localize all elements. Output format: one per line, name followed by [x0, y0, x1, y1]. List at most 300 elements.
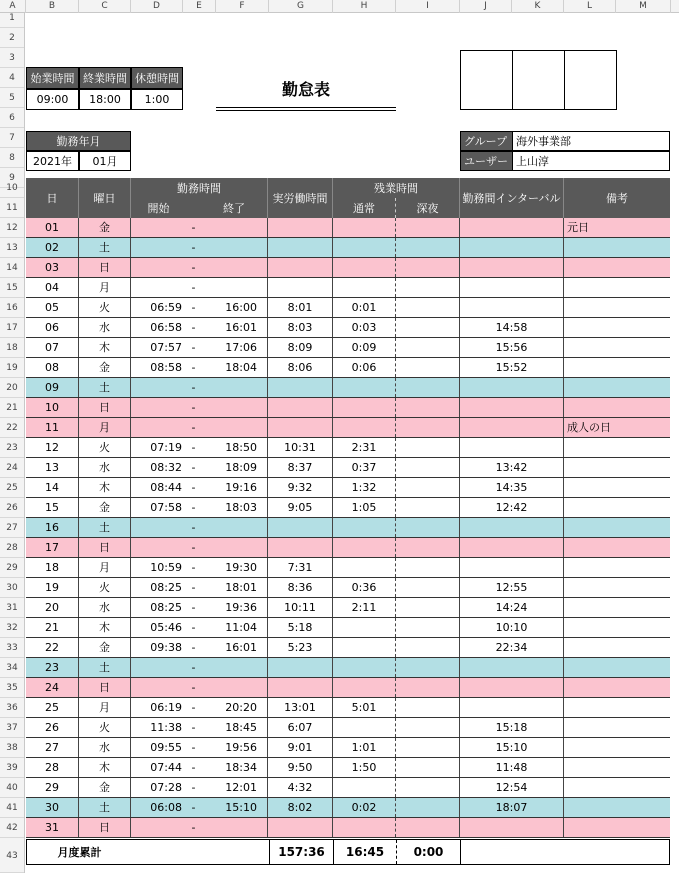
day-cell[interactable]: 16 [26, 518, 79, 537]
night-ot-cell[interactable] [396, 678, 460, 697]
end-cell[interactable]: 17:06 [201, 338, 268, 357]
row-number[interactable]: 23 [0, 438, 24, 458]
day-cell[interactable]: 10 [26, 398, 79, 417]
night-ot-cell[interactable] [396, 518, 460, 537]
interval-cell[interactable]: 12:55 [460, 578, 564, 597]
row-number[interactable]: 27 [0, 518, 24, 538]
weekday-cell[interactable]: 土 [79, 658, 131, 677]
actual-cell[interactable]: 8:03 [268, 318, 333, 337]
separator-cell[interactable]: - [191, 741, 196, 754]
column-header-b[interactable]: B [26, 0, 79, 13]
night-ot-cell[interactable] [396, 538, 460, 557]
end-cell[interactable]: 11:04 [201, 618, 268, 637]
weekday-cell[interactable]: 金 [79, 358, 131, 377]
row-number[interactable]: 26 [0, 498, 24, 518]
remarks-cell[interactable] [564, 578, 670, 597]
column-header-h[interactable]: H [333, 0, 396, 13]
actual-cell[interactable]: 8:01 [268, 298, 333, 317]
interval-cell[interactable]: 10:10 [460, 618, 564, 637]
day-cell[interactable]: 28 [26, 758, 79, 777]
row-number[interactable]: 39 [0, 758, 24, 778]
remarks-cell[interactable] [564, 458, 670, 477]
end-cell[interactable] [201, 678, 268, 697]
end-cell[interactable]: 18:09 [201, 458, 268, 477]
interval-cell[interactable]: 12:42 [460, 498, 564, 517]
row-number[interactable]: 14 [0, 258, 24, 278]
remarks-cell[interactable] [564, 798, 670, 817]
row-number[interactable]: 40 [0, 778, 24, 798]
row-number[interactable]: 28 [0, 538, 24, 558]
weekday-cell[interactable]: 水 [79, 458, 131, 477]
remarks-cell[interactable] [564, 398, 670, 417]
end-cell[interactable]: 18:50 [201, 438, 268, 457]
normal-ot-cell[interactable]: 1:01 [333, 738, 396, 757]
interval-cell[interactable]: 13:42 [460, 458, 564, 477]
weekday-cell[interactable]: 土 [79, 518, 131, 537]
row-number[interactable]: 6 [0, 108, 24, 128]
end-cell[interactable]: 16:01 [201, 638, 268, 657]
actual-cell[interactable]: 5:23 [268, 638, 333, 657]
row-number[interactable]: 18 [0, 338, 24, 358]
row-number[interactable]: 10 [0, 178, 24, 198]
interval-cell[interactable] [460, 298, 564, 317]
normal-ot-cell[interactable]: 5:01 [333, 698, 396, 717]
day-cell[interactable]: 03 [26, 258, 79, 277]
end-cell[interactable]: 19:36 [201, 598, 268, 617]
end-time-value[interactable]: 18:00 [79, 89, 131, 110]
night-ot-cell[interactable] [396, 718, 460, 737]
start-cell[interactable]: 08:44 [150, 481, 182, 494]
separator-cell[interactable]: - [191, 301, 196, 314]
night-ot-cell[interactable] [396, 338, 460, 357]
weekday-cell[interactable]: 月 [79, 418, 131, 437]
start-cell[interactable]: 07:58 [150, 501, 182, 514]
interval-cell[interactable] [460, 658, 564, 677]
actual-cell[interactable]: 9:01 [268, 738, 333, 757]
row-number[interactable]: 22 [0, 418, 24, 438]
separator-cell[interactable]: - [191, 501, 196, 514]
remarks-cell[interactable] [564, 658, 670, 677]
interval-cell[interactable]: 22:34 [460, 638, 564, 657]
day-cell[interactable]: 21 [26, 618, 79, 637]
day-cell[interactable]: 17 [26, 538, 79, 557]
end-cell[interactable]: 15:10 [201, 798, 268, 817]
night-ot-cell[interactable] [396, 218, 460, 237]
row-number[interactable]: 9 [0, 168, 24, 188]
interval-cell[interactable] [460, 258, 564, 277]
start-cell[interactable]: 07:57 [150, 341, 182, 354]
start-cell[interactable] [131, 818, 186, 837]
separator-cell[interactable]: - [191, 561, 196, 574]
night-ot-cell[interactable] [396, 498, 460, 517]
separator-cell[interactable]: - [191, 601, 196, 614]
interval-cell[interactable] [460, 438, 564, 457]
weekday-cell[interactable]: 日 [79, 258, 131, 277]
normal-ot-cell[interactable]: 1:50 [333, 758, 396, 777]
actual-cell[interactable] [268, 538, 333, 557]
interval-cell[interactable]: 15:10 [460, 738, 564, 757]
separator-cell[interactable]: - [191, 701, 196, 714]
weekday-cell[interactable]: 日 [79, 818, 131, 837]
separator-cell[interactable]: - [191, 221, 196, 234]
remarks-cell[interactable] [564, 718, 670, 737]
remarks-cell[interactable] [564, 258, 670, 277]
normal-ot-cell[interactable] [333, 398, 396, 417]
day-cell[interactable]: 22 [26, 638, 79, 657]
actual-cell[interactable] [268, 378, 333, 397]
row-number[interactable]: 35 [0, 678, 24, 698]
end-cell[interactable]: 19:16 [201, 478, 268, 497]
row-number[interactable]: 2 [0, 28, 24, 48]
interval-cell[interactable] [460, 698, 564, 717]
end-cell[interactable] [201, 218, 268, 237]
separator-cell[interactable]: - [191, 481, 196, 494]
remarks-cell[interactable] [564, 498, 670, 517]
column-header-c[interactable]: C [79, 0, 131, 13]
remarks-cell[interactable] [564, 318, 670, 337]
normal-ot-cell[interactable]: 0:09 [333, 338, 396, 357]
day-cell[interactable]: 06 [26, 318, 79, 337]
night-ot-cell[interactable] [396, 758, 460, 777]
interval-cell[interactable] [460, 218, 564, 237]
row-number[interactable]: 7 [0, 128, 24, 148]
weekday-cell[interactable]: 水 [79, 738, 131, 757]
interval-cell[interactable]: 15:52 [460, 358, 564, 377]
interval-cell[interactable] [460, 278, 564, 297]
end-cell[interactable]: 20:20 [201, 698, 268, 717]
night-ot-cell[interactable] [396, 438, 460, 457]
night-ot-cell[interactable] [396, 578, 460, 597]
normal-ot-cell[interactable] [333, 258, 396, 277]
row-number[interactable]: 11 [0, 198, 24, 218]
separator-cell[interactable]: - [191, 681, 196, 694]
start-cell[interactable]: 08:58 [150, 361, 182, 374]
start-cell[interactable]: 08:32 [150, 461, 182, 474]
separator-cell[interactable]: - [191, 661, 196, 674]
weekday-cell[interactable]: 火 [79, 298, 131, 317]
row-number[interactable]: 5 [0, 88, 24, 108]
remarks-cell[interactable] [564, 698, 670, 717]
start-cell[interactable] [131, 418, 186, 437]
night-ot-cell[interactable] [396, 658, 460, 677]
normal-ot-cell[interactable]: 1:32 [333, 478, 396, 497]
row-number[interactable]: 15 [0, 278, 24, 298]
interval-cell[interactable] [460, 538, 564, 557]
actual-cell[interactable]: 8:37 [268, 458, 333, 477]
separator-cell[interactable]: - [191, 761, 196, 774]
start-cell[interactable] [131, 258, 186, 277]
column-header-m[interactable]: M [616, 0, 671, 13]
remarks-cell[interactable] [564, 778, 670, 797]
row-number[interactable]: 36 [0, 698, 24, 718]
remarks-cell[interactable] [564, 358, 670, 377]
night-ot-cell[interactable] [396, 598, 460, 617]
day-cell[interactable]: 26 [26, 718, 79, 737]
remarks-cell[interactable] [564, 298, 670, 317]
end-cell[interactable]: 18:45 [201, 718, 268, 737]
row-number[interactable]: 13 [0, 238, 24, 258]
column-header-i[interactable]: I [396, 0, 460, 13]
column-header-a[interactable]: A [0, 0, 26, 13]
end-cell[interactable] [201, 418, 268, 437]
row-number[interactable]: 42 [0, 818, 24, 838]
weekday-cell[interactable]: 土 [79, 798, 131, 817]
row-number[interactable]: 37 [0, 718, 24, 738]
day-cell[interactable]: 30 [26, 798, 79, 817]
weekday-cell[interactable]: 木 [79, 758, 131, 777]
weekday-cell[interactable]: 火 [79, 718, 131, 737]
remarks-cell[interactable] [564, 478, 670, 497]
end-cell[interactable]: 18:01 [201, 578, 268, 597]
end-cell[interactable] [201, 818, 268, 837]
row-number[interactable]: 43 [0, 839, 24, 873]
day-cell[interactable]: 04 [26, 278, 79, 297]
remarks-cell[interactable] [564, 818, 670, 837]
normal-ot-cell[interactable] [333, 238, 396, 257]
weekday-cell[interactable]: 水 [79, 318, 131, 337]
end-cell[interactable]: 19:56 [201, 738, 268, 757]
normal-ot-cell[interactable] [333, 618, 396, 637]
separator-cell[interactable]: - [191, 421, 196, 434]
row-number[interactable]: 34 [0, 658, 24, 678]
end-cell[interactable]: 18:34 [201, 758, 268, 777]
interval-cell[interactable]: 18:07 [460, 798, 564, 817]
start-cell[interactable] [131, 278, 186, 297]
column-header-g[interactable]: G [269, 0, 333, 13]
normal-ot-cell[interactable]: 0:01 [333, 298, 396, 317]
day-cell[interactable]: 07 [26, 338, 79, 357]
remarks-cell[interactable] [564, 618, 670, 637]
weekday-cell[interactable]: 日 [79, 398, 131, 417]
normal-ot-cell[interactable] [333, 678, 396, 697]
normal-ot-cell[interactable] [333, 778, 396, 797]
remarks-cell[interactable] [564, 538, 670, 557]
start-cell[interactable]: 10:59 [150, 561, 182, 574]
separator-cell[interactable]: - [191, 361, 196, 374]
actual-cell[interactable] [268, 418, 333, 437]
row-number[interactable]: 38 [0, 738, 24, 758]
remarks-cell[interactable]: 成人の日 [567, 421, 611, 434]
interval-cell[interactable] [460, 818, 564, 837]
night-ot-cell[interactable] [396, 778, 460, 797]
column-header-e[interactable]: E [183, 0, 216, 13]
actual-cell[interactable]: 10:11 [268, 598, 333, 617]
actual-cell[interactable]: 5:18 [268, 618, 333, 637]
day-cell[interactable]: 18 [26, 558, 79, 577]
row-number[interactable]: 31 [0, 598, 24, 618]
end-cell[interactable]: 18:04 [201, 358, 268, 377]
actual-cell[interactable] [268, 678, 333, 697]
normal-ot-cell[interactable] [333, 658, 396, 677]
start-cell[interactable] [131, 658, 186, 677]
actual-cell[interactable]: 8:02 [268, 798, 333, 817]
night-ot-cell[interactable] [396, 378, 460, 397]
separator-cell[interactable]: - [191, 461, 196, 474]
day-cell[interactable]: 09 [26, 378, 79, 397]
row-number[interactable]: 17 [0, 318, 24, 338]
normal-ot-cell[interactable] [333, 378, 396, 397]
remarks-cell[interactable] [564, 738, 670, 757]
weekday-cell[interactable]: 土 [79, 238, 131, 257]
column-header-d[interactable]: D [131, 0, 183, 13]
normal-ot-cell[interactable]: 0:02 [333, 798, 396, 817]
normal-ot-cell[interactable]: 1:05 [333, 498, 396, 517]
row-number[interactable]: 20 [0, 378, 24, 398]
actual-cell[interactable]: 13:01 [268, 698, 333, 717]
normal-ot-cell[interactable]: 0:37 [333, 458, 396, 477]
night-ot-cell[interactable] [396, 478, 460, 497]
row-number[interactable]: 16 [0, 298, 24, 318]
normal-ot-cell[interactable]: 0:06 [333, 358, 396, 377]
actual-cell[interactable]: 4:32 [268, 778, 333, 797]
actual-cell[interactable]: 6:07 [268, 718, 333, 737]
period-month[interactable]: 01月 [79, 151, 131, 171]
weekday-cell[interactable]: 日 [79, 678, 131, 697]
start-cell[interactable]: 09:55 [150, 741, 182, 754]
weekday-cell[interactable]: 月 [79, 278, 131, 297]
start-cell[interactable]: 07:28 [150, 781, 182, 794]
day-cell[interactable]: 19 [26, 578, 79, 597]
start-time-value[interactable]: 09:00 [26, 89, 79, 110]
start-cell[interactable]: 08:25 [150, 581, 182, 594]
actual-cell[interactable] [268, 818, 333, 837]
start-cell[interactable] [131, 238, 186, 257]
day-cell[interactable]: 05 [26, 298, 79, 317]
actual-cell[interactable]: 8:09 [268, 338, 333, 357]
remarks-cell[interactable] [564, 678, 670, 697]
interval-cell[interactable]: 14:24 [460, 598, 564, 617]
row-number[interactable]: 33 [0, 638, 24, 658]
interval-cell[interactable]: 11:48 [460, 758, 564, 777]
day-cell[interactable]: 02 [26, 238, 79, 257]
weekday-cell[interactable]: 木 [79, 478, 131, 497]
separator-cell[interactable]: - [191, 581, 196, 594]
period-year[interactable]: 2021年 [26, 151, 79, 171]
day-cell[interactable]: 24 [26, 678, 79, 697]
weekday-cell[interactable]: 木 [79, 618, 131, 637]
start-cell[interactable] [131, 678, 186, 697]
day-cell[interactable]: 11 [26, 418, 79, 437]
separator-cell[interactable]: - [191, 321, 196, 334]
actual-cell[interactable]: 8:06 [268, 358, 333, 377]
weekday-cell[interactable]: 土 [79, 378, 131, 397]
separator-cell[interactable]: - [191, 281, 196, 294]
separator-cell[interactable]: - [191, 541, 196, 554]
end-cell[interactable]: 16:00 [201, 298, 268, 317]
normal-ot-cell[interactable] [333, 818, 396, 837]
night-ot-cell[interactable] [396, 358, 460, 377]
interval-cell[interactable] [460, 378, 564, 397]
weekday-cell[interactable]: 金 [79, 778, 131, 797]
normal-ot-cell[interactable]: 2:11 [333, 598, 396, 617]
weekday-cell[interactable]: 金 [79, 638, 131, 657]
separator-cell[interactable]: - [191, 341, 196, 354]
day-cell[interactable]: 27 [26, 738, 79, 757]
day-cell[interactable]: 08 [26, 358, 79, 377]
actual-cell[interactable]: 9:50 [268, 758, 333, 777]
group-value[interactable]: 海外事業部 [512, 131, 670, 151]
column-header-k[interactable]: K [512, 0, 564, 13]
remarks-cell[interactable]: 元日 [567, 221, 589, 234]
remarks-cell[interactable] [564, 638, 670, 657]
end-cell[interactable] [201, 398, 268, 417]
column-header-f[interactable]: F [216, 0, 269, 13]
start-cell[interactable]: 06:08 [150, 801, 182, 814]
normal-ot-cell[interactable] [333, 278, 396, 297]
start-cell[interactable] [131, 218, 186, 237]
night-ot-cell[interactable] [396, 558, 460, 577]
night-ot-cell[interactable] [396, 618, 460, 637]
actual-cell[interactable]: 9:32 [268, 478, 333, 497]
weekday-cell[interactable]: 金 [79, 218, 131, 237]
actual-cell[interactable]: 8:36 [268, 578, 333, 597]
column-header-j[interactable]: J [460, 0, 512, 13]
start-cell[interactable]: 08:25 [150, 601, 182, 614]
interval-cell[interactable] [460, 398, 564, 417]
start-cell[interactable]: 07:44 [150, 761, 182, 774]
actual-cell[interactable]: 9:05 [268, 498, 333, 517]
row-number[interactable]: 8 [0, 148, 24, 168]
row-number[interactable]: 25 [0, 478, 24, 498]
weekday-cell[interactable]: 日 [79, 538, 131, 557]
separator-cell[interactable]: - [191, 261, 196, 274]
actual-cell[interactable] [268, 238, 333, 257]
actual-cell[interactable] [268, 258, 333, 277]
start-cell[interactable] [131, 538, 186, 557]
end-cell[interactable]: 12:01 [201, 778, 268, 797]
interval-cell[interactable]: 14:58 [460, 318, 564, 337]
night-ot-cell[interactable] [396, 418, 460, 437]
day-cell[interactable]: 31 [26, 818, 79, 837]
row-number[interactable]: 32 [0, 618, 24, 638]
end-cell[interactable] [201, 278, 268, 297]
interval-cell[interactable] [460, 238, 564, 257]
day-cell[interactable]: 15 [26, 498, 79, 517]
row-number[interactable]: 41 [0, 798, 24, 818]
end-cell[interactable]: 16:01 [201, 318, 268, 337]
day-cell[interactable]: 01 [26, 218, 79, 237]
normal-ot-cell[interactable] [333, 558, 396, 577]
interval-cell[interactable] [460, 678, 564, 697]
end-cell[interactable] [201, 658, 268, 677]
interval-cell[interactable] [460, 418, 564, 437]
weekday-cell[interactable]: 金 [79, 498, 131, 517]
normal-ot-cell[interactable] [333, 718, 396, 737]
separator-cell[interactable]: - [191, 801, 196, 814]
interval-cell[interactable]: 15:18 [460, 718, 564, 737]
separator-cell[interactable]: - [191, 521, 196, 534]
day-cell[interactable]: 25 [26, 698, 79, 717]
end-cell[interactable] [201, 238, 268, 257]
separator-cell[interactable]: - [191, 401, 196, 414]
actual-cell[interactable] [268, 218, 333, 237]
weekday-cell[interactable]: 月 [79, 558, 131, 577]
remarks-cell[interactable] [564, 518, 670, 537]
remarks-cell[interactable] [564, 598, 670, 617]
day-cell[interactable]: 20 [26, 598, 79, 617]
end-cell[interactable] [201, 378, 268, 397]
remarks-cell[interactable] [564, 378, 670, 397]
break-time-value[interactable]: 1:00 [131, 89, 183, 110]
separator-cell[interactable]: - [191, 641, 196, 654]
separator-cell[interactable]: - [191, 621, 196, 634]
start-cell[interactable]: 09:38 [150, 641, 182, 654]
night-ot-cell[interactable] [396, 698, 460, 717]
actual-cell[interactable]: 10:31 [268, 438, 333, 457]
night-ot-cell[interactable] [396, 738, 460, 757]
night-ot-cell[interactable] [396, 458, 460, 477]
remarks-cell[interactable] [564, 758, 670, 777]
